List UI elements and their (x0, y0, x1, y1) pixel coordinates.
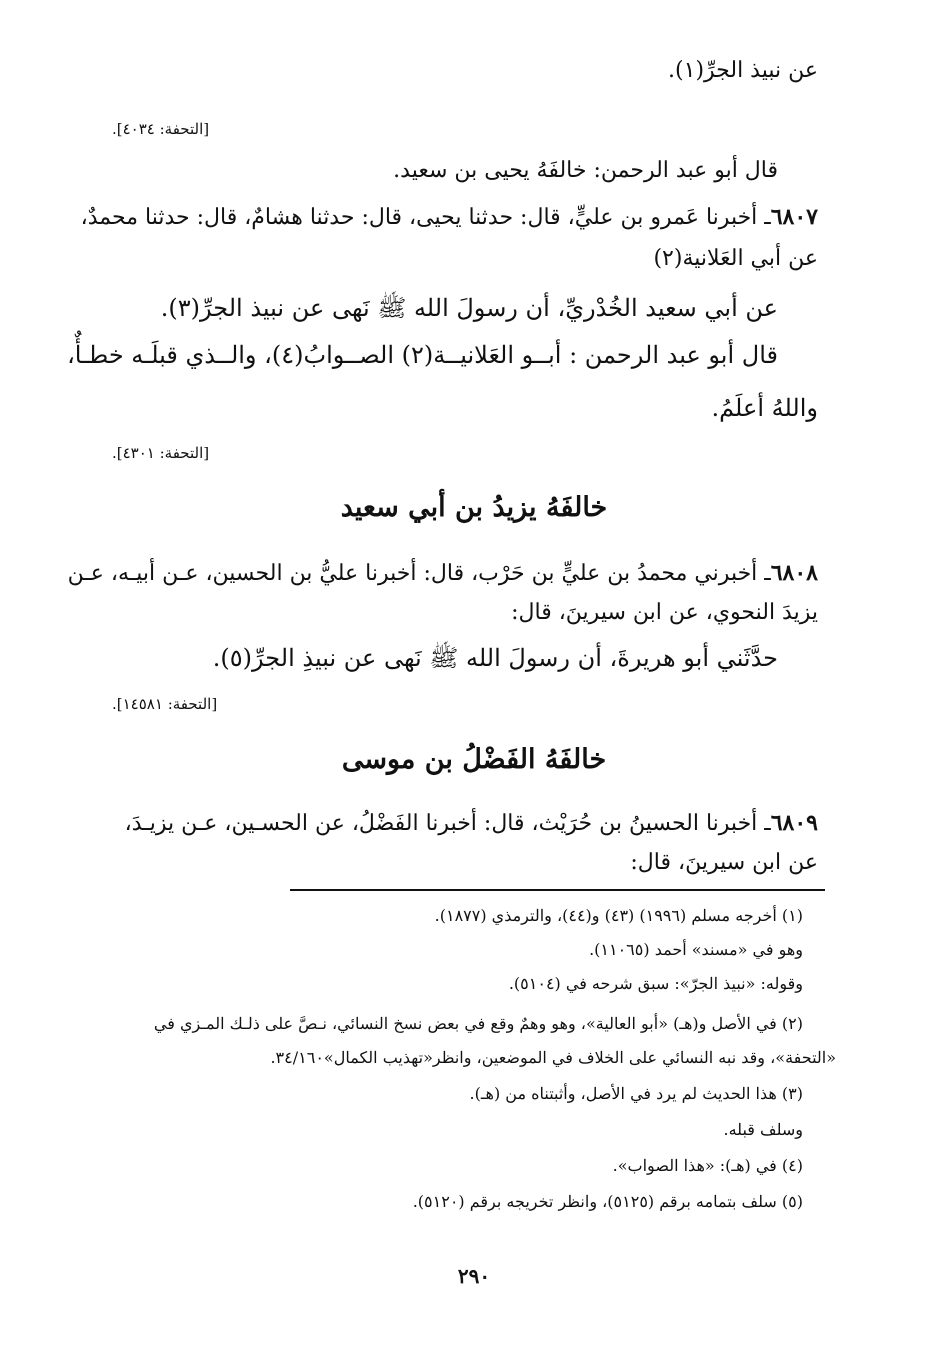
footnote-line: (٣) هذا الحديث لم يرد في الأصل، وأثبتناه من (هـ). (469, 1084, 803, 1103)
hadith-text: ـ أخبرنا عَمرو بن عليٍّ، قال: حدثنا يحيى، قال: حدثنا هشامٌ، قال: حدثنا محمدٌ، (80, 205, 771, 230)
hadith-6807-line (81, 206, 818, 229)
text-line: عن نبيذ الجرِّ(١). (668, 58, 818, 83)
text-line: قال أبو عبد الرحمن : أبــو العَلانيــة(٢) الصــوابُ(٤)، والــذي قبلَـه خطـأٌ، (67, 341, 778, 369)
section-heading: خالفَهُ يزيدُ بن أبي سعيد (340, 492, 608, 523)
footnote-line: (٢) في الأصل و(هـ) «أبو العالية»، وهو وهمٌ وقع في بعض نسخ النسائي، نـصَّ على ذلـك المـزي في (153, 1014, 803, 1033)
footnote-line: (٤) في (هـ): «هذا الصواب». (612, 1156, 803, 1175)
tuhfa-reference: [التحفة: ٤٠٣٤]. (112, 120, 210, 138)
hadith-6809-line (125, 812, 818, 835)
footnote-separator (290, 889, 825, 891)
hadith-text: ـ أخبرنا الحسينُ بن حُرَيْث، قال: أخبرنا الفَضْلُ، عن الحسـين، عـن يزيـدَ، (124, 811, 771, 836)
tuhfa-reference: [التحفة: ٤٣٠١]. (112, 444, 210, 462)
text-line: عن ابن سيرينَ، قال: (630, 850, 818, 875)
text-line: واللهُ أعلَمُ. (711, 394, 818, 422)
tuhfa-reference: [التحفة: ١٤٥٨١]. (112, 695, 218, 713)
footnote-line: (١) أخرجه مسلم (١٩٩٦) (٤٣) و(٤٤)، والترمذي (١٨٧٧). (434, 906, 803, 925)
footnote-line: وقوله: «نبيذ الجرّ»: سبق شرحه في (٥١٠٤). (508, 974, 803, 993)
text-line: حدَّثَني أبو هريرةَ، أن رسولَ الله ﷺ نَهى عن نبيذِ الجرِّ(٥). (212, 644, 778, 672)
text-line: عن أبي سعيد الخُدْريِّ، أن رسولَ الله ﷺ نَهى عن نبيذ الجرِّ(٣). (160, 294, 778, 322)
footnote-line: (٥) سلف بتمامه برقم (٥١٢٥)، وانظر تخريجه برقم (٥١٢٠). (412, 1192, 803, 1211)
hadith-number: ٦٨٠٨ (770, 560, 818, 586)
hadith-number: ٦٨٠٧ (770, 204, 818, 230)
footnote-line: وهو في «مسند» أحمد (١١٠٦٥). (589, 940, 803, 959)
footnote-line: وسلف قبله. (723, 1120, 803, 1139)
hadith-text: ـ أخبرني محمدُ بن عليٍّ بن حَرْب، قال: أخبرنا عليُّ بن الحسين، عـن أبيـه، عـن (67, 561, 771, 586)
text-line: عن أبي العَلانية(٢) (653, 246, 818, 271)
footnote-line: «التحفة»، وقد نبه النسائي على الخلاف في الموضعين، وانظر«تهذيب الكمال»٣٤/١٦٠. (270, 1048, 836, 1067)
text-line: قال أبو عبد الرحمن: خالفَهُ يحيى بن سعيد. (393, 158, 778, 183)
section-heading: خالفَهُ الفَضْلُ بن موسى (341, 744, 607, 775)
text-line: يزيدَ النحوي، عن ابن سيرينَ، قال: (511, 600, 818, 625)
hadith-6808-line (68, 562, 818, 585)
hadith-number: ٦٨٠٩ (770, 810, 818, 836)
page-number: ٢٩٠ (457, 1264, 491, 1288)
